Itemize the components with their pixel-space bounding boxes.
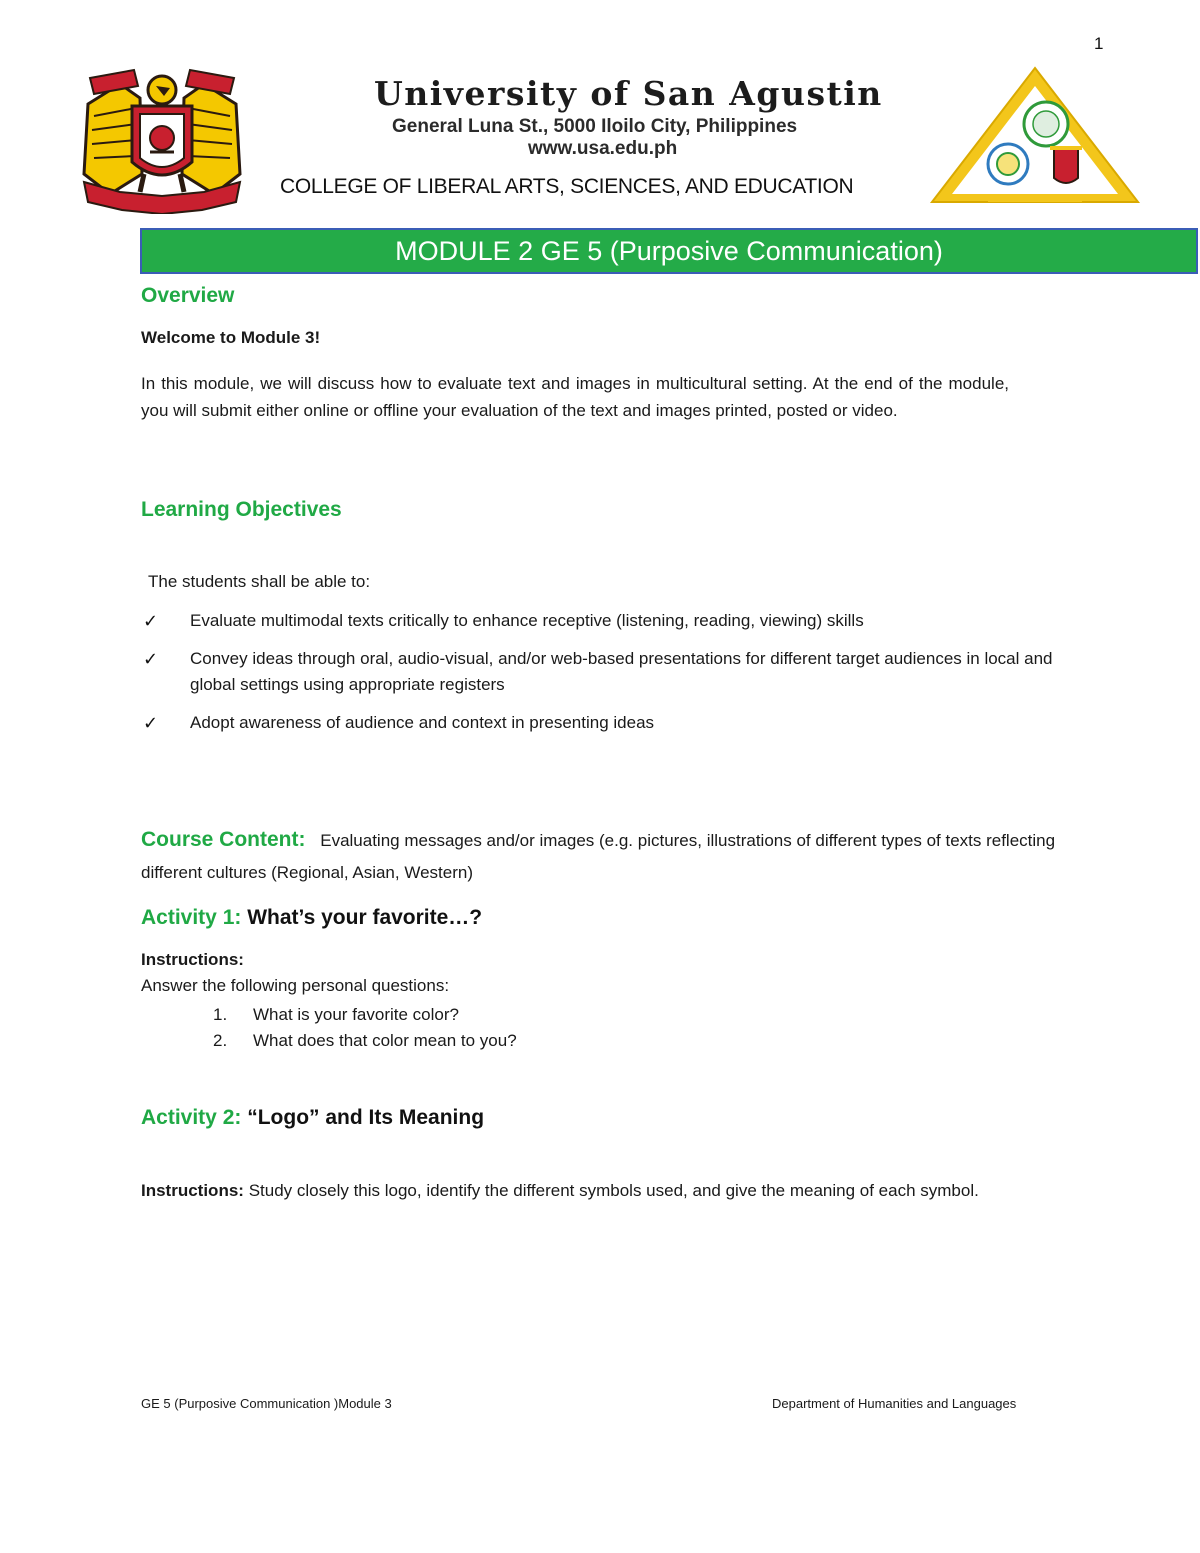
objective-item xyxy=(141,608,1101,634)
footer-department: Department of Humanities and Languages xyxy=(772,1396,1017,1411)
footer-course: GE 5 (Purposive Communication )Module 3 xyxy=(141,1396,392,1411)
checkmark-icon: ✓ xyxy=(143,611,159,631)
activity1-questions xyxy=(213,1002,517,1054)
course-content-text: Evaluating messages and/or images (e.g. pictures, illustrations of different types of texts reflecting different cultures (Regional, Asian, Western) xyxy=(141,831,1056,882)
question-number: 2. xyxy=(213,1031,228,1050)
question-text: What does that color mean to you? xyxy=(253,1031,517,1050)
activity1-instructions-label: Instructions: xyxy=(141,950,244,969)
activity1-heading xyxy=(141,906,482,930)
activity2-instructions-label: Instructions: xyxy=(141,1181,244,1200)
activity2-heading xyxy=(141,1106,484,1130)
activity1-lead: Answer the following personal questions: xyxy=(141,976,450,995)
question-text: What is your favorite color? xyxy=(253,1005,459,1024)
course-content-label: Course Content: xyxy=(141,828,306,851)
course-content xyxy=(141,824,1081,889)
overview-paragraph-text: In this module, we will discuss how to evaluate text and images in multicultural setting. At the end of the module, you will submit either online or offline your evaluation of the text and images printed, posted or video. xyxy=(141,374,1009,420)
activity2-label: Activity 2: xyxy=(141,1106,242,1129)
welcome-text: Welcome to Module 3! xyxy=(141,328,321,347)
module-title-banner: MODULE 2 GE 5 (Purposive Communication) xyxy=(140,228,1198,274)
objectives-lead: The students shall be able to: xyxy=(148,572,371,591)
activity2-instructions-text: Study closely this logo, identify the different symbols used, and give the meaning of each symbol. xyxy=(248,1181,979,1200)
objective-item xyxy=(141,710,1101,736)
question-item xyxy=(213,1002,517,1028)
university-seal-logo xyxy=(80,64,244,214)
objectives-list xyxy=(141,608,1101,748)
college-triangle-logo xyxy=(928,64,1142,208)
objective-text: Convey ideas through oral, audio-visual, and/or web-based presentations for different target audiences in local and global settings using appropriate registers xyxy=(190,649,1053,694)
page-number: 1 xyxy=(1094,34,1104,53)
activity1-title: What’s your favorite…? xyxy=(247,906,483,929)
university-address: General Luna St., 5000 Iloilo City, Philippines xyxy=(392,116,798,137)
checkmark-icon: ✓ xyxy=(143,649,159,669)
objective-text: Evaluate multimodal texts critically to enhance receptive (listening, reading, viewing) skills xyxy=(190,611,864,630)
activity1-label: Activity 1: xyxy=(141,906,242,929)
checkmark-icon: ✓ xyxy=(143,713,159,733)
objective-item xyxy=(141,646,1101,698)
question-number: 1. xyxy=(213,1005,228,1024)
learning-objectives-heading: Learning Objectives xyxy=(141,498,342,521)
overview-paragraph xyxy=(141,370,1009,424)
college-name: COLLEGE OF LIBERAL ARTS, SCIENCES, AND EDUCATION xyxy=(280,175,854,198)
university-seal-icon xyxy=(80,64,244,214)
university-website: www.usa.edu.ph xyxy=(528,138,678,159)
objective-text: Adopt awareness of audience and context in presenting ideas xyxy=(190,713,655,732)
activity2-instructions xyxy=(141,1178,1041,1204)
university-name: University of San Agustin xyxy=(374,74,883,113)
overview-heading: Overview xyxy=(141,284,235,307)
activity2-title: “Logo” and Its Meaning xyxy=(247,1106,485,1129)
college-triangle-logo-icon xyxy=(928,64,1142,208)
question-item xyxy=(213,1028,517,1054)
